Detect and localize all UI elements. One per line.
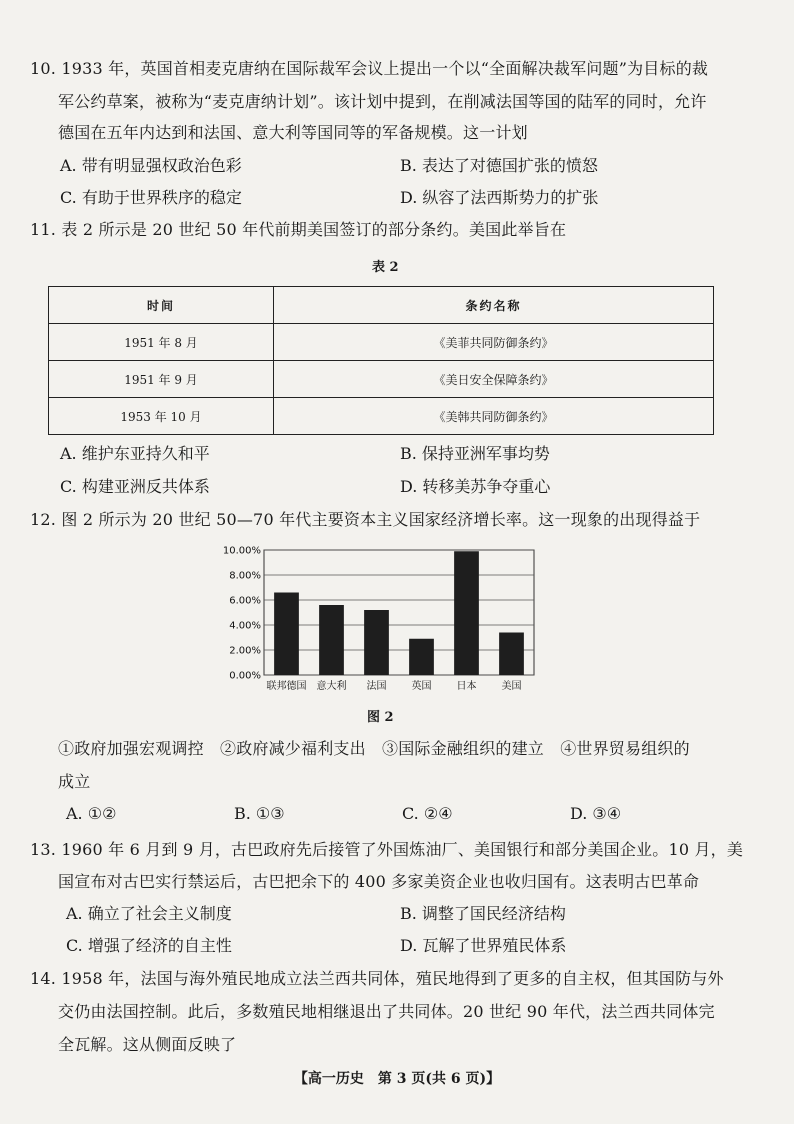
q12-option-d: D. ③④	[570, 804, 622, 823]
bar	[499, 633, 524, 676]
growth-rate-chart	[214, 540, 546, 698]
page-footer: 【高一历史 第 3 页(共 6 页)】	[293, 1071, 501, 1087]
q10-option-a: A. 带有明显强权政治色彩	[60, 156, 242, 175]
y-tick-label: 0.00%	[229, 670, 261, 682]
table-cell-treaty: 《美菲共同防御条约》	[274, 324, 714, 361]
q12-option-a: A. ①②	[66, 804, 117, 823]
q10-line-3: 德国在五年内达到和法国、意大利等国同等的军备规模。这一计划	[58, 123, 528, 142]
q11-line-1: 11. 表 2 所示是 20 世纪 50 年代前期美国签订的部分条约。美国此举旨在	[30, 220, 567, 239]
table-cell-treaty: 《美日安全保障条约》	[274, 361, 714, 398]
table-cell-treaty: 《美韩共同防御条约》	[274, 398, 714, 435]
q10-line-1: 10. 1933 年，英国首相麦克唐纳在国际裁军会议上提出一个以“全面解决裁军问题”为目标的裁	[30, 59, 709, 78]
x-tick-label: 美国	[501, 681, 522, 692]
x-tick-label: 法国	[366, 681, 387, 692]
y-tick-label: 4.00%	[229, 620, 261, 632]
y-tick-label: 10.00%	[222, 545, 261, 557]
q10-line-2: 军公约草案，被称为“麦克唐纳计划”。该计划中提到，在削减法国等国的陆军的同时，允许	[58, 92, 707, 111]
q12-statements-line-2: 成立	[58, 772, 91, 791]
x-tick-label: 意大利	[316, 681, 347, 692]
bar	[454, 551, 479, 675]
q13-option-c: C. 增强了经济的自主性	[66, 936, 232, 955]
table-row	[49, 398, 714, 435]
bar	[319, 605, 344, 675]
q14-line-2: 交仍由法国控制。此后，多数殖民地相继退出了共同体。20 世纪 90 年代，法兰西共同体完	[58, 1002, 715, 1021]
table-row	[49, 324, 714, 361]
plot-frame	[264, 550, 534, 675]
x-tick-label: 日本	[456, 681, 477, 692]
bar	[364, 610, 389, 675]
q12-option-b: B. ①③	[234, 804, 285, 823]
q11-option-c: C. 构建亚洲反共体系	[60, 477, 210, 496]
x-tick-label: 英国	[411, 681, 432, 692]
q11-option-b: B. 保持亚洲军事均势	[400, 444, 550, 463]
bar	[409, 639, 434, 675]
q11-option-a: A. 维护东亚持久和平	[60, 444, 210, 463]
x-tick-label: 联邦德国	[266, 681, 307, 692]
y-tick-label: 2.00%	[229, 645, 261, 657]
y-tick-label: 6.00%	[229, 595, 261, 607]
q10-option-c: C. 有助于世界秩序的稳定	[60, 188, 242, 207]
table-cell-time: 1951 年 9 月	[49, 361, 274, 398]
table-header-time: 时间	[49, 287, 274, 324]
q11-option-d: D. 转移美苏争夺重心	[400, 477, 551, 496]
table-cell-time: 1953 年 10 月	[49, 398, 274, 435]
q13-option-a: A. 确立了社会主义制度	[66, 904, 232, 923]
treaty-table	[48, 286, 714, 435]
table-header-treaty: 条约名称	[274, 287, 714, 324]
y-tick-label: 8.00%	[229, 570, 261, 582]
q13-option-d: D. 瓦解了世界殖民体系	[400, 936, 567, 955]
q13-line-2: 国宣布对古巴实行禁运后，古巴把余下的 400 多家美资企业也收归国有。这表明古巴革命	[58, 872, 700, 891]
q10-option-b: B. 表达了对德国扩张的愤怒	[400, 156, 598, 175]
q12-option-c: C. ②④	[402, 804, 453, 823]
q10-option-d: D. 纵容了法西斯势力的扩张	[400, 188, 599, 207]
q12-line-1: 12. 图 2 所示为 20 世纪 50—70 年代主要资本主义国家经济增长率。这一现象的出现得益于	[30, 510, 701, 529]
table-row	[49, 361, 714, 398]
q14-line-1: 14. 1958 年，法国与海外殖民地成立法兰西共同体，殖民地得到了更多的自主权，但其国防与外	[30, 969, 724, 988]
table-header-row	[49, 287, 714, 324]
figure-caption: 图 2	[367, 710, 394, 725]
q12-statements-line-1: ①政府加强宏观调控 ②政府减少福利支出 ③国际金融组织的建立 ④世界贸易组织的	[58, 739, 690, 758]
table-caption: 表 2	[372, 260, 399, 275]
q13-option-b: B. 调整了国民经济结构	[400, 904, 566, 923]
q14-line-3: 全瓦解。这从侧面反映了	[58, 1035, 237, 1054]
bar	[274, 593, 299, 676]
table-cell-time: 1951 年 8 月	[49, 324, 274, 361]
q13-line-1: 13. 1960 年 6 月到 9 月，古巴政府先后接管了外国炼油厂、美国银行和部分美国企业。10 月，美	[30, 840, 744, 859]
